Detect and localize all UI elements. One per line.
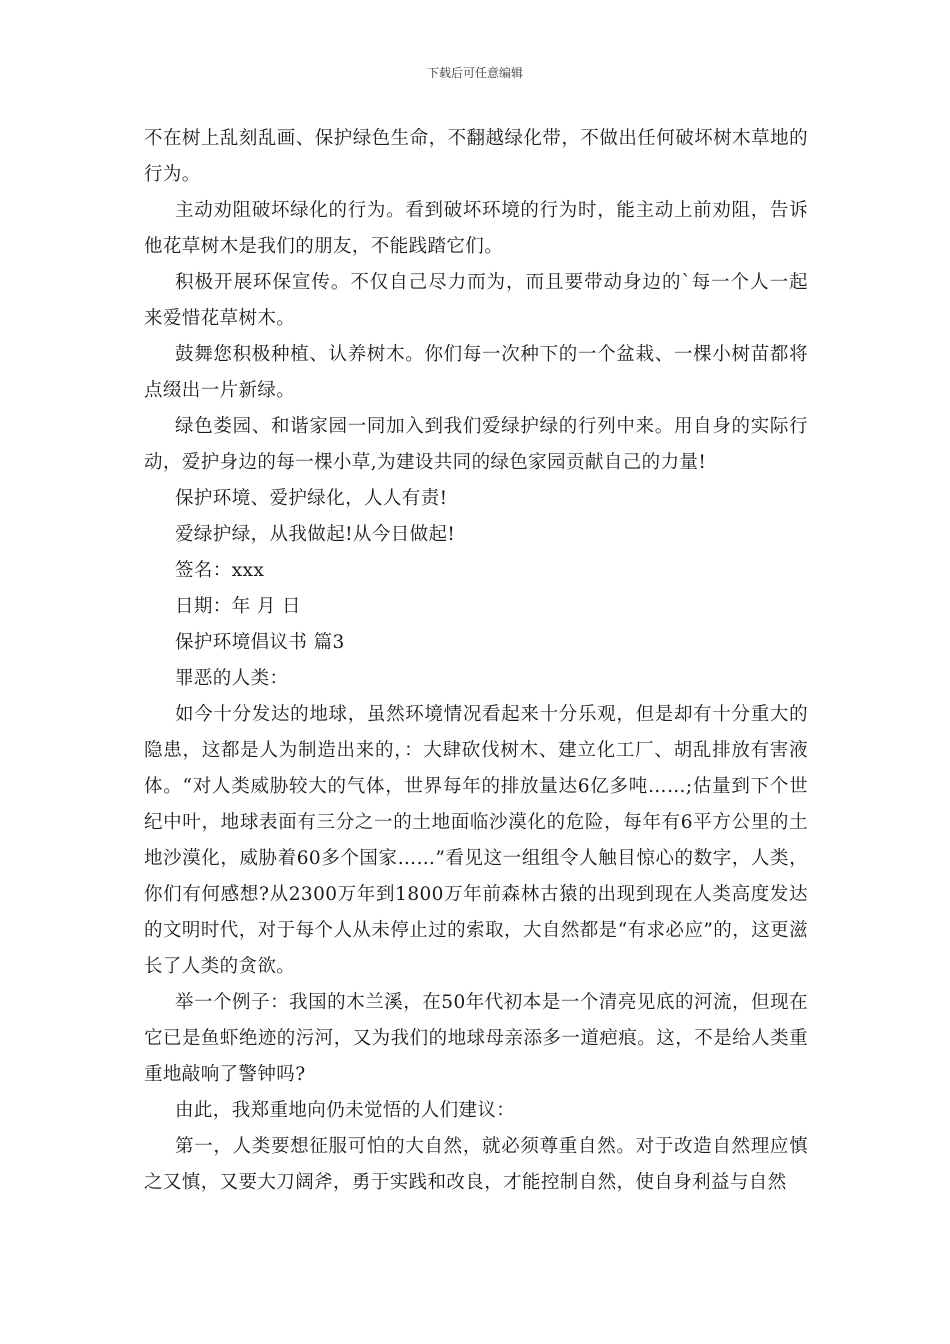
paragraph: 主动劝阻破坏绿化的行为。看到破坏环境的行为时，能主动上前劝阻，告诉他花草树木是我们的朋友，不能践踏它们。 (144, 200, 808, 257)
document-body (144, 121, 808, 1201)
date-line: 日期：年 月 日 (175, 596, 301, 617)
paragraph: 积极开展环保宣传。不仅自己尽力而为，而且要带动身边的`每一个人一起来爱惜花草树木。 (144, 272, 808, 329)
paragraph: 鼓舞您积极种植、认养树木。你们每一次种下的一个盆栽、一棵小树苗都将点缀出一片新绿。 (144, 344, 808, 401)
slogan-line: 爱绿护绿，从我做起!从今日做起! (175, 524, 456, 545)
paragraph: 第一，人类要想征服可怕的大自然，就必须尊重自然。对于改造自然理应慎之又慎，又要大刀阔斧，勇于实践和改良，才能控制自然，使自身利益与自然 (144, 1136, 808, 1193)
salutation: 罪恶的人类： (175, 668, 289, 689)
signature-line: 签名：xxx (175, 560, 265, 581)
paragraph: 不在树上乱刻乱画、保护绿色生命，不翻越绿化带，不做出任何破坏树木草地的行为。 (144, 128, 808, 185)
paragraph: 绿色娄园、和谐家园一同加入到我们爱绿护绿的行列中来。用自身的实际行动，爱护身边的每一棵小草,为建设共同的绿色家园贡献自己的力量! (144, 416, 808, 473)
paragraph: 如今十分发达的地球，虽然环境情况看起来十分乐观，但是却有十分重大的隐患，这都是人为制造出来的，：大肆砍伐树木、建立化工厂、胡乱排放有害液体。“对人类威胁较大的气体，世界每年的排放量达6亿多吨……;估量到下个世纪中叶，地球表面有三分之一的土地面临沙漠化的危险，每年有6平方公里的土地沙漠化，威胁着60多个国家……”看见这一组组令人触目惊心的数字，人类，你们有何感想?从2300万年到1800万年前森林古猿的出现到现在人类高度发达的文明时代，对于每个人从未停止过的索取，大自然都是“有求必应”的，这更滋长了人类的贪欲。 (144, 704, 808, 977)
page-header-note: 下载后可任意编辑 (426, 66, 523, 80)
paragraph: 由此，我郑重地向仍未觉悟的人们建议： (175, 1100, 516, 1121)
paragraph: 举一个例子：我国的木兰溪，在50年代初本是一个清亮见底的河流，但现在它已是鱼虾绝迹的污河，又为我们的地球母亲添多一道疤痕。这，不是给人类重重地敲响了警钟吗? (144, 992, 808, 1085)
slogan-line: 保护环境、爱护绿化，人人有责! (175, 488, 448, 509)
section-title: 保护环境倡议书 篇3 (175, 632, 345, 653)
